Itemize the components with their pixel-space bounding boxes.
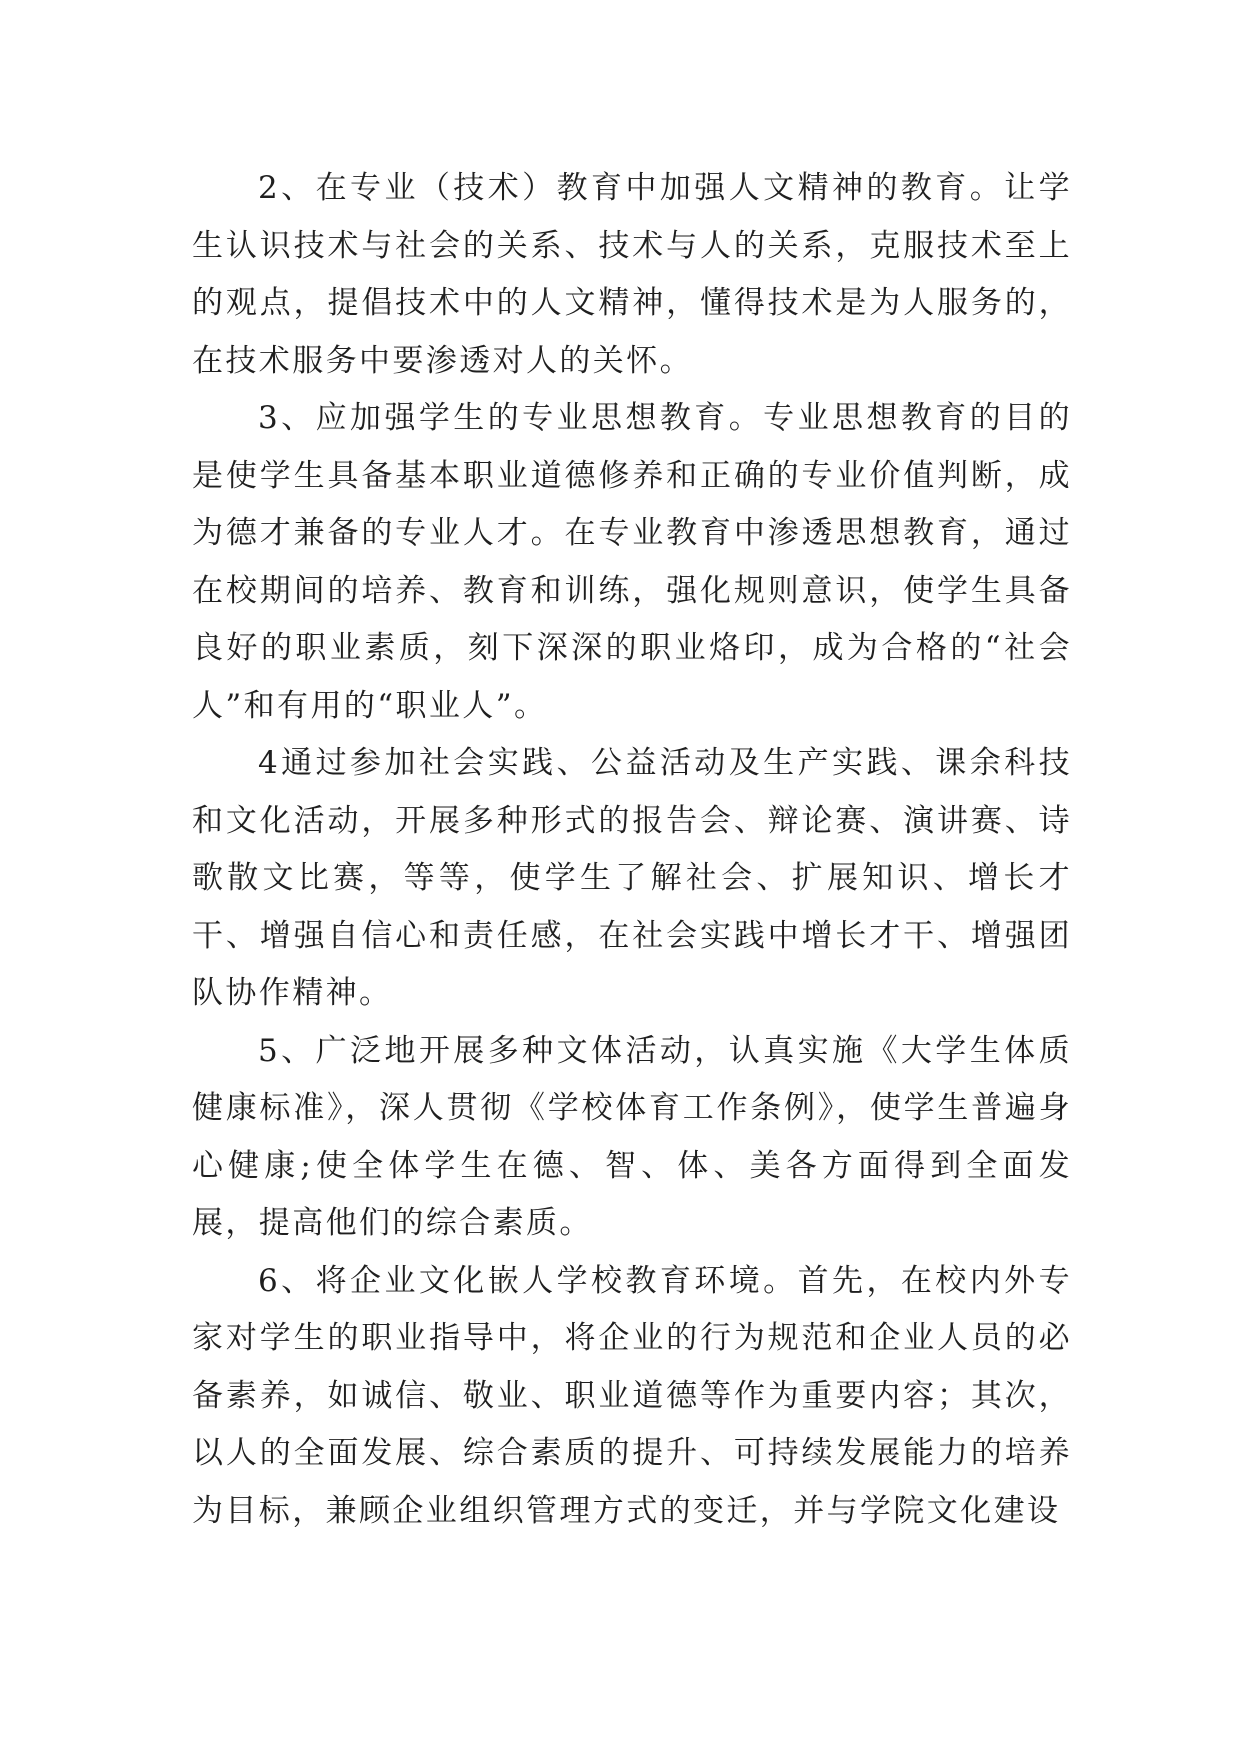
- paragraph-6: 6、将企业文化嵌人学校教育环境。首先，在校内外专家对学生的职业指导中，将企业的行为规范和企业人员的必备素养，如诚信、敬业、职业道德等作为重要内容；其次，以人的全面发展、综合素质的提升、可持续发展能力的培养为目标，兼顾企业组织管理方式的变迁，并与学院文化建设: [192, 1262, 1072, 1529]
- paragraph-3: 3、应加强学生的专业思想教育。专业思想教育的目的是使学生具备基本职业道德修养和正确的专业价值判断，成为德才兼备的专业人才。在专业教育中渗透思想教育，通过在校期间的培养、教育和训练，强化规则意识，使学生具备良好的职业素质，刻下深深的职业烙印，成为合格的“社会人”和有用的“职业人”。: [192, 400, 1072, 724]
- paragraph-5: 5、广泛地开展多种文体活动，认真实施《大学生体质健康标准》，深人贯彻《学校体育工作条例》，使学生普遍身心健康;使全体学生在德、智、体、美各方面得到全面发展，提高他们的综合素质。: [192, 1032, 1072, 1241]
- paragraph-2: 2、在专业（技术）教育中加强人文精神的教育。让学生认识技术与社会的关系、技术与人的关系，克服技术至上的观点，提倡技术中的人文精神，懂得技术是为人服务的，在技术服务中要渗透对人的关怀。: [192, 170, 1072, 379]
- document-body: [192, 160, 1072, 1540]
- paragraph-4: 4通过参加社会实践、公益活动及生产实践、课余科技和文化活动，开展多种形式的报告会、辩论赛、演讲赛、诗歌散文比赛，等等，使学生了解社会、扩展知识、增长才干、增强自信心和责任感，在社会实践中增长才干、增强团队协作精神。: [192, 745, 1072, 1011]
